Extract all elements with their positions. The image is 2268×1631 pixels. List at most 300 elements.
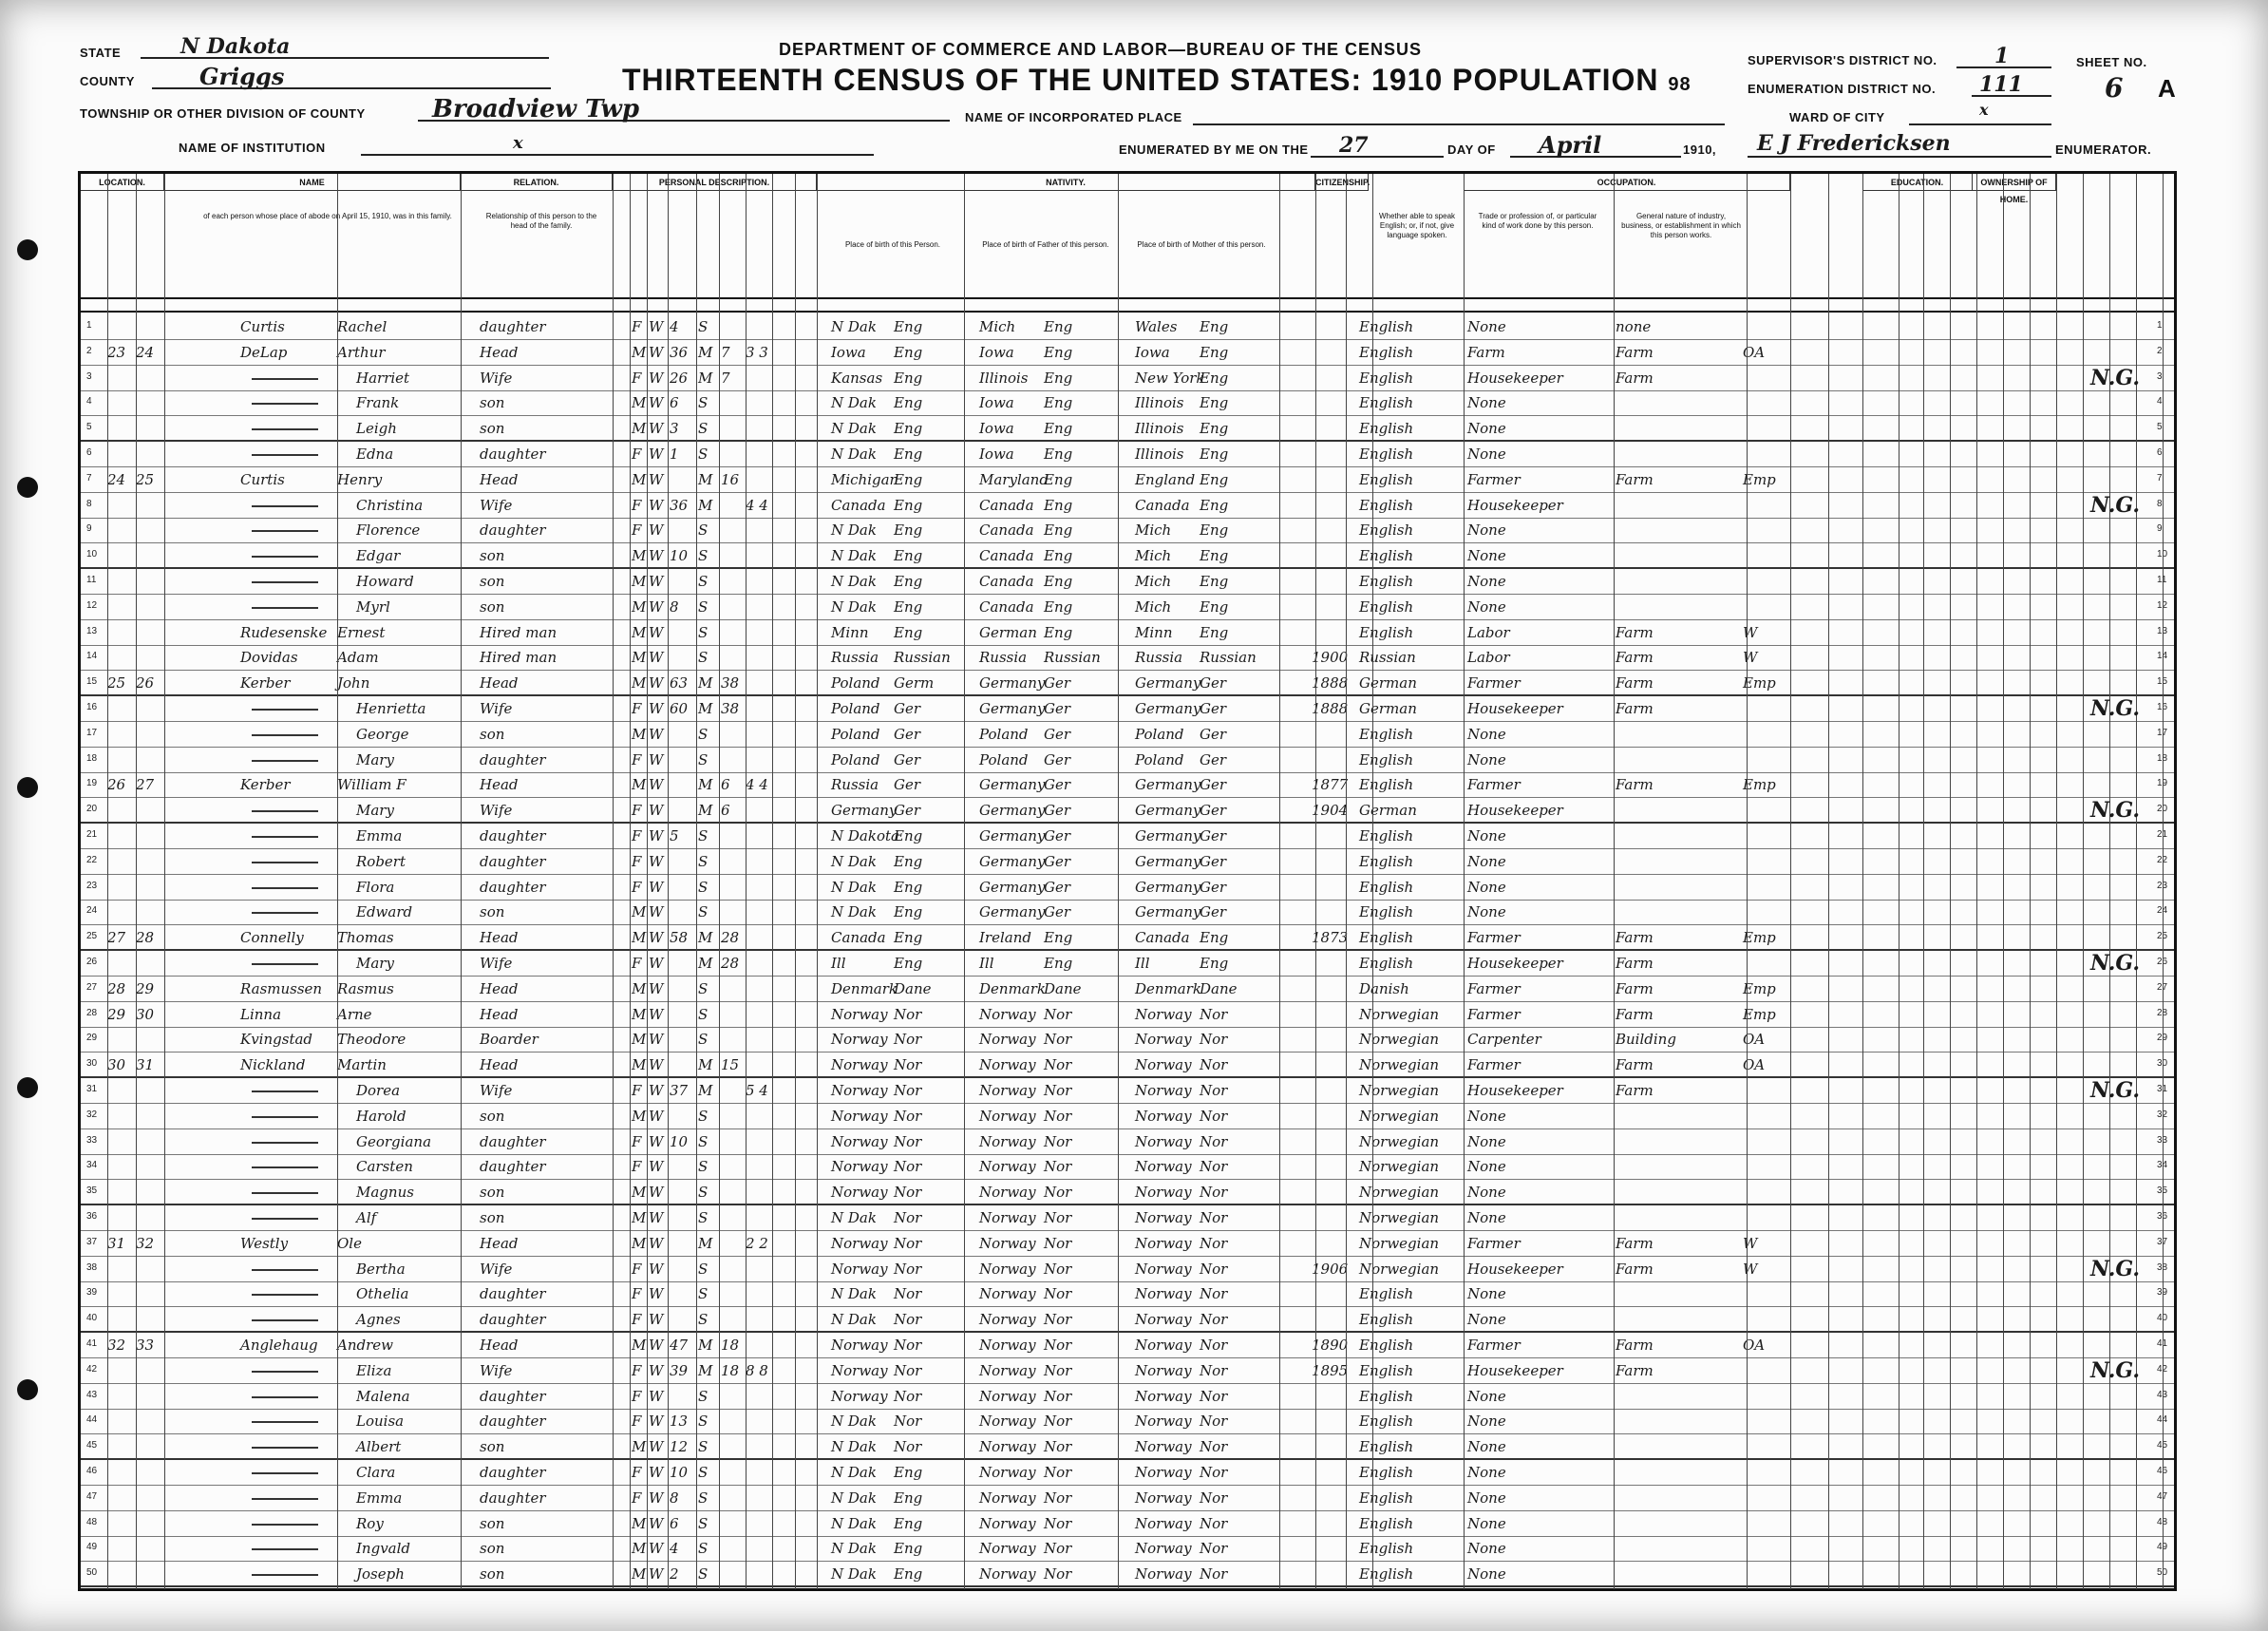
- cell-race: W: [649, 979, 664, 997]
- cell-given: Rachel: [337, 318, 387, 335]
- cell-lang: English: [1359, 522, 1414, 540]
- cell-pob2: Eng: [894, 1540, 923, 1558]
- cell-occ: Farm: [1467, 343, 1505, 361]
- cell-given: Florence: [356, 522, 421, 540]
- cell-age: [670, 520, 694, 541]
- cell-emp: OA: [1743, 1031, 1766, 1049]
- table-row: [81, 1536, 2174, 1562]
- cell-given: Thomas: [337, 929, 394, 947]
- line-number: 41: [2157, 1338, 2168, 1349]
- cell-age: [670, 901, 694, 923]
- cell-fpob2: Eng: [1044, 420, 1073, 438]
- cell-age: [670, 724, 694, 746]
- cell-fam: [136, 1564, 164, 1585]
- table-row: [81, 671, 2174, 696]
- cell-ch: [746, 1131, 803, 1153]
- cell-given: Mary: [356, 955, 394, 972]
- cell-fpob2: Eng: [1044, 369, 1073, 387]
- cell-imm: [1312, 1488, 1350, 1509]
- cell-lang: Norwegian: [1359, 1082, 1440, 1099]
- cell-fpob2: Nor: [1044, 1260, 1072, 1278]
- cell-given: Edna: [356, 446, 394, 463]
- cell-sex: M: [632, 470, 647, 488]
- cell-lang: English: [1359, 1387, 1414, 1405]
- cell-mpob: Norway: [1135, 1285, 1192, 1303]
- cell-race: W: [649, 597, 664, 616]
- cell-emp: W: [1743, 1234, 1758, 1252]
- cell-pob: N Dakota: [831, 827, 899, 844]
- cell-ind: Farm: [1616, 470, 1654, 488]
- cell-ms: S: [698, 979, 709, 997]
- cell-age: [670, 774, 694, 796]
- cell-dw: [107, 1360, 136, 1382]
- cell-yrs: 28: [721, 929, 740, 947]
- cell-pob2: Eng: [894, 623, 923, 641]
- cell-lang: English: [1359, 496, 1414, 514]
- cell-ms: M: [698, 955, 713, 972]
- line-number: 11: [86, 575, 97, 585]
- cell-mpob2: Eng: [1200, 955, 1229, 972]
- line-number: 5: [2157, 422, 2163, 433]
- cell-pob2: Nor: [894, 1311, 922, 1329]
- cell-imm: 1890: [1312, 1337, 1349, 1354]
- cell-mpob: Mich: [1135, 573, 1172, 590]
- ditto-dash: [252, 1524, 318, 1526]
- cell-emp: Emp: [1743, 1005, 1776, 1023]
- cell-yrs: [721, 1029, 744, 1051]
- cell-pob: Norway: [831, 1082, 888, 1099]
- cell-age: [670, 1004, 694, 1026]
- cell-ch: [746, 1436, 803, 1458]
- enumerated-by-label: ENUMERATED BY ME ON THE: [1119, 142, 1309, 157]
- cell-sex: F: [632, 1132, 642, 1150]
- cell-imm: [1312, 1309, 1350, 1331]
- cell-age: [670, 1207, 694, 1229]
- cell-pob2: Eng: [894, 369, 923, 387]
- cell-pob2: Nor: [894, 1361, 922, 1379]
- column-rule: [795, 174, 796, 1589]
- group-heading: NAME: [164, 174, 461, 191]
- cell-ms: S: [698, 1285, 709, 1303]
- cell-pob2: Eng: [894, 1464, 923, 1481]
- line-number: 9: [2157, 523, 2163, 535]
- table-row: [81, 1129, 2174, 1155]
- ditto-dash: [252, 836, 318, 838]
- cell-imm: [1312, 495, 1350, 517]
- cell-rel: daughter: [480, 1311, 546, 1329]
- cell-surname: Kerber: [240, 674, 291, 692]
- cell-emp: [1743, 1411, 1790, 1432]
- cell-ch: [746, 622, 803, 644]
- cell-ch: [746, 1156, 803, 1178]
- cell-sex: F: [632, 827, 642, 844]
- cell-pob: Norway: [831, 1005, 888, 1023]
- line-number: 50: [2157, 1567, 2168, 1579]
- cell-dw: [107, 1538, 136, 1560]
- cell-given: Ingvald: [356, 1540, 411, 1558]
- cell-race: W: [649, 1413, 664, 1431]
- cell-ind: [1616, 1436, 1729, 1458]
- cell-pob2: Nor: [894, 1260, 922, 1278]
- ditto-dash: [252, 428, 318, 430]
- cell-imm: 1888: [1312, 700, 1349, 717]
- cell-race: W: [649, 420, 664, 438]
- cell-surname: Linna: [240, 1005, 282, 1023]
- cell-yrs: [721, 1283, 744, 1305]
- cell-age: [670, 851, 694, 873]
- cell-race: W: [649, 929, 664, 947]
- cell-dw: [107, 1488, 136, 1509]
- cell-ch: [746, 1538, 803, 1560]
- cell-fpob: Norway: [979, 1311, 1036, 1329]
- cell-fpob2: Ger: [1044, 776, 1071, 794]
- cell-pob2: Ger: [894, 750, 921, 768]
- cell-mpob: Mich: [1135, 522, 1172, 540]
- cell-ch: [746, 927, 803, 949]
- line-number: 27: [2157, 981, 2168, 993]
- ditto-dash: [252, 1421, 318, 1423]
- cell-mpob2: Eng: [1200, 369, 1229, 387]
- line-number: 34: [86, 1160, 98, 1171]
- cell-mpob: Norway: [1135, 1158, 1192, 1176]
- cell-pob: N Dak: [831, 1489, 877, 1507]
- cell-pob: N Dak: [831, 1438, 877, 1456]
- table-row: [81, 1002, 2174, 1028]
- cell-yrs: [721, 647, 744, 669]
- cell-ms: M: [698, 343, 713, 361]
- cell-dw: 31: [107, 1234, 126, 1252]
- cell-ind: [1616, 1411, 1729, 1432]
- cell-lang: English: [1359, 470, 1414, 488]
- cell-ch: [746, 953, 803, 975]
- table-row: [81, 849, 2174, 875]
- cell-rel: son: [480, 1209, 505, 1226]
- cell-imm: [1312, 953, 1350, 975]
- cell-sex: M: [632, 1337, 647, 1354]
- cell-sex: F: [632, 1464, 642, 1481]
- cell-emp: [1743, 1080, 1790, 1102]
- cell-ms: M: [698, 700, 713, 717]
- cell-ind: Farm: [1616, 649, 1654, 667]
- cell-age: [670, 622, 694, 644]
- cell-fam: 27: [136, 776, 155, 794]
- cell-sex: F: [632, 369, 642, 387]
- cell-yrs: 28: [721, 955, 740, 972]
- cell-sex: F: [632, 1413, 642, 1431]
- cell-race: W: [649, 852, 664, 870]
- line-number: 23: [2157, 880, 2168, 891]
- table-row: [81, 1027, 2174, 1053]
- cell-occ: None: [1467, 318, 1506, 335]
- cell-ms: S: [698, 1132, 709, 1150]
- cell-dw: [107, 877, 136, 899]
- cell-given: William F: [337, 776, 406, 794]
- cell-lang: English: [1359, 852, 1414, 870]
- cell-surname: Dovidas: [240, 649, 298, 667]
- cell-imm: [1312, 571, 1350, 593]
- line-number: 25: [86, 931, 98, 942]
- cell-fpob2: Eng: [1044, 597, 1073, 616]
- cell-imm: [1312, 978, 1350, 1000]
- cell-occ: None: [1467, 1285, 1506, 1303]
- column-rule: [1315, 174, 1316, 1589]
- cell-emp: [1743, 851, 1790, 873]
- cell-mpob: Germany: [1135, 802, 1201, 820]
- cell-occ: Housekeeper: [1467, 700, 1563, 717]
- cell-pob2: Eng: [894, 1565, 923, 1584]
- cell-dw: [107, 1182, 136, 1204]
- cell-rel: son: [480, 903, 505, 921]
- cell-ch: [746, 877, 803, 899]
- census-title: THIRTEENTH CENSUS OF THE UNITED STATES: 1910 POPULATION 98: [622, 63, 1692, 97]
- cell-fpob2: Nor: [1044, 1361, 1072, 1379]
- cell-lang: English: [1359, 394, 1414, 412]
- cell-ms: S: [698, 1565, 709, 1584]
- cell-mpob: Norway: [1135, 1489, 1192, 1507]
- cell-occ: None: [1467, 394, 1506, 412]
- cell-ind: Farm: [1616, 979, 1654, 997]
- cell-ind: [1616, 1156, 1729, 1178]
- cell-rel: son: [480, 1438, 505, 1456]
- cell-sex: F: [632, 802, 642, 820]
- margin-note: N.G.: [2090, 951, 2141, 976]
- line-number: 11: [2157, 575, 2167, 585]
- cell-rel: Wife: [480, 700, 513, 717]
- cell-ms: S: [698, 1311, 709, 1329]
- cell-imm: [1312, 368, 1350, 389]
- cell-imm: [1312, 901, 1350, 923]
- cell-sex: F: [632, 955, 642, 972]
- cell-sex: M: [632, 394, 647, 412]
- cell-pob: N Dak: [831, 597, 877, 616]
- cell-ms: S: [698, 1184, 709, 1202]
- cell-fpob2: Dane: [1044, 979, 1082, 997]
- cell-imm: [1312, 1182, 1350, 1204]
- cell-sex: F: [632, 1361, 642, 1379]
- cell-pob: N Dak: [831, 318, 877, 335]
- table-row: [81, 1281, 2174, 1307]
- cell-fam: [136, 444, 164, 465]
- cell-lang: English: [1359, 1361, 1414, 1379]
- cell-mpob2: Nor: [1200, 1540, 1228, 1558]
- cell-ms: S: [698, 852, 709, 870]
- cell-fam: [136, 418, 164, 440]
- cell-given: George: [356, 725, 409, 743]
- cell-pob2: Nor: [894, 1056, 922, 1074]
- cell-ms: S: [698, 573, 709, 590]
- cell-mpob: Norway: [1135, 1361, 1192, 1379]
- table-row: [81, 1486, 2174, 1511]
- cell-age: 4: [670, 1540, 679, 1558]
- cell-imm: 1906: [1312, 1260, 1349, 1278]
- cell-pob2: Eng: [894, 1514, 923, 1532]
- cell-occ: None: [1467, 522, 1506, 540]
- cell-dw: [107, 1564, 136, 1585]
- cell-race: W: [649, 903, 664, 921]
- cell-lang: English: [1359, 1285, 1414, 1303]
- cell-emp: [1743, 901, 1790, 923]
- column-rule: [1118, 174, 1119, 1589]
- cell-ms: S: [698, 394, 709, 412]
- cell-given: Harriet: [356, 369, 410, 387]
- cell-race: W: [649, 1209, 664, 1226]
- cell-race: W: [649, 1438, 664, 1456]
- cell-ind: [1616, 1309, 1729, 1331]
- line-number: 32: [86, 1109, 98, 1120]
- cell-rel: son: [480, 1107, 505, 1125]
- cell-mpob: Norway: [1135, 1107, 1192, 1125]
- cell-pob2: Nor: [894, 1337, 922, 1354]
- cell-ms: S: [698, 1540, 709, 1558]
- cell-pob: Iowa: [831, 343, 866, 361]
- cell-mpob: Germany: [1135, 776, 1201, 794]
- line-number: 35: [86, 1185, 98, 1197]
- table-row: [81, 1460, 2174, 1486]
- cell-yrs: [721, 1309, 744, 1331]
- cell-pob: Kansas: [831, 369, 883, 387]
- cell-rel: daughter: [480, 1132, 546, 1150]
- cell-lang: Norwegian: [1359, 1132, 1440, 1150]
- cell-imm: 1873: [1312, 929, 1349, 947]
- cell-age: [670, 571, 694, 593]
- cell-yrs: [721, 520, 744, 541]
- cell-age: 4: [670, 318, 679, 335]
- cell-mpob: Norway: [1135, 1082, 1192, 1099]
- line-number: 2: [86, 345, 92, 356]
- cell-given: Mary: [356, 750, 394, 768]
- cell-fpob2: Nor: [1044, 1132, 1072, 1150]
- cell-emp: [1743, 316, 1790, 338]
- cell-ind: [1616, 571, 1729, 593]
- cell-pob: N Dak: [831, 1311, 877, 1329]
- cell-pob: N Dak: [831, 1464, 877, 1481]
- cell-rel: Wife: [480, 496, 513, 514]
- cell-race: W: [649, 1082, 664, 1099]
- table-row: [81, 467, 2174, 493]
- cell-given: Magnus: [356, 1184, 414, 1202]
- cell-emp: [1743, 1462, 1790, 1484]
- cell-sex: M: [632, 725, 647, 743]
- cell-imm: [1312, 545, 1350, 567]
- cell-ch: [746, 1564, 803, 1585]
- cell-pob2: Nor: [894, 1184, 922, 1202]
- cell-occ: None: [1467, 597, 1506, 616]
- cell-ms: S: [698, 1031, 709, 1049]
- cell-mpob2: Nor: [1200, 1158, 1228, 1176]
- column-rule: [668, 174, 669, 1589]
- cell-mpob: Norway: [1135, 1209, 1192, 1226]
- cell-yrs: [721, 316, 744, 338]
- group-heading: OCCUPATION.: [1464, 174, 1790, 191]
- cell-fpob2: Nor: [1044, 1413, 1072, 1431]
- cell-mpob2: Ger: [1200, 802, 1227, 820]
- enumerator-label: ENUMERATOR.: [2055, 142, 2152, 157]
- cell-fpob2: Nor: [1044, 1285, 1072, 1303]
- cell-fpob: Poland: [979, 750, 1029, 768]
- cell-dw: [107, 1283, 136, 1305]
- cell-sex: F: [632, 496, 642, 514]
- cell-rel: daughter: [480, 446, 546, 463]
- cell-fam: 31: [136, 1056, 155, 1074]
- cell-yrs: [721, 749, 744, 771]
- cell-given: Martin: [337, 1056, 387, 1074]
- cell-yrs: [721, 1131, 744, 1153]
- line-number: 6: [2157, 447, 2163, 458]
- cell-fpob2: Nor: [1044, 1337, 1072, 1354]
- cell-sex: M: [632, 903, 647, 921]
- cell-mpob2: Eng: [1200, 522, 1229, 540]
- cell-race: W: [649, 522, 664, 540]
- cell-ch: 4 4: [746, 776, 768, 794]
- cell-fpob: Canada: [979, 522, 1034, 540]
- cell-ms: M: [698, 1056, 713, 1074]
- cell-fpob2: Nor: [1044, 1031, 1072, 1049]
- cell-rel: Head: [480, 1234, 519, 1252]
- cell-emp: [1743, 597, 1790, 618]
- cell-ch: [746, 673, 803, 694]
- cell-fam: [136, 800, 164, 822]
- cell-race: W: [649, 1387, 664, 1405]
- cell-race: W: [649, 674, 664, 692]
- cell-pob: N Dak: [831, 547, 877, 565]
- line-number: 14: [86, 651, 98, 662]
- ditto-dash: [252, 1396, 318, 1398]
- line-number: 17: [86, 727, 98, 738]
- line-number: 18: [86, 752, 98, 764]
- cell-ms: S: [698, 878, 709, 896]
- cell-occ: None: [1467, 1540, 1506, 1558]
- column-rule: [1790, 174, 1791, 1589]
- line-number: 47: [86, 1490, 98, 1502]
- cell-pob2: Nor: [894, 1158, 922, 1176]
- cell-sex: F: [632, 1489, 642, 1507]
- cell-mpob2: Ger: [1200, 827, 1227, 844]
- cell-imm: [1312, 418, 1350, 440]
- cell-emp: [1743, 1436, 1790, 1458]
- cell-ms: S: [698, 522, 709, 540]
- cell-fam: [136, 1182, 164, 1204]
- binder-hole: [17, 777, 38, 798]
- cell-pob2: Nor: [894, 1031, 922, 1049]
- cell-emp: [1743, 1309, 1790, 1331]
- cell-fam: [136, 825, 164, 847]
- cell-fam: [136, 724, 164, 746]
- cell-emp: [1743, 1182, 1790, 1204]
- column-rule: [107, 174, 108, 1589]
- cell-yrs: [721, 724, 744, 746]
- margin-note: N.G.: [2090, 1256, 2141, 1281]
- cell-occ: Housekeeper: [1467, 496, 1563, 514]
- cell-fpob: Norway: [979, 1438, 1036, 1456]
- cell-pob2: Eng: [894, 929, 923, 947]
- cell-ch: 5 4: [746, 1082, 768, 1099]
- cell-age: [670, 749, 694, 771]
- line-number: 44: [86, 1414, 98, 1426]
- cell-emp: [1743, 724, 1790, 746]
- cell-fpob: Norway: [979, 1056, 1036, 1074]
- cell-imm: [1312, 1207, 1350, 1229]
- cell-sex: M: [632, 547, 647, 565]
- table-row: [81, 1409, 2174, 1434]
- cell-rel: daughter: [480, 1158, 546, 1176]
- cell-emp: [1743, 1156, 1790, 1178]
- line-number: 24: [2157, 905, 2168, 917]
- line-number: 40: [2157, 1313, 2168, 1324]
- cell-fam: [136, 851, 164, 873]
- cell-pob2: Germ: [894, 674, 935, 692]
- cell-pob: N Dak: [831, 420, 877, 438]
- cell-pob: N Dak: [831, 1209, 877, 1226]
